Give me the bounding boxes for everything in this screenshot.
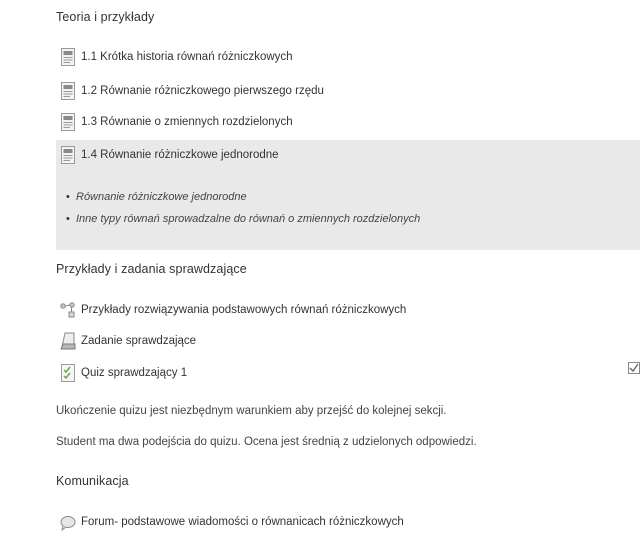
assignment-icon xyxy=(60,332,76,350)
page-icon xyxy=(60,82,76,100)
page-icon xyxy=(60,146,76,164)
activity-label: 1.4 Równanie różniczkowe jednorodne xyxy=(81,149,279,161)
page-icon xyxy=(60,48,76,66)
subtopic-list xyxy=(66,186,420,230)
section-title-communication: Komunikacja xyxy=(56,474,129,488)
quiz-note-completion: Ukończenie quizu jest niezbędnym warunkiem aby przejść do kolejnej sekcji. xyxy=(56,405,447,417)
activity-label: Quiz sprawdzający 1 xyxy=(81,367,188,379)
bullet-icon: • xyxy=(66,191,70,203)
activity-page-3[interactable] xyxy=(60,112,293,132)
section-title-theory: Teoria i przykłady xyxy=(56,10,155,24)
subtopic-label: Równanie różniczkowe jednorodne xyxy=(76,191,247,203)
subtopic-label: Inne typy równań sprowadzalne do równań o zmiennych rozdzielonych xyxy=(76,213,421,225)
quiz-note-attempts: Student ma dwa podejścia do quizu. Ocena jest średnią z udzielonych odpowiedzi. xyxy=(56,436,477,448)
bullet-icon: • xyxy=(66,213,70,225)
activity-quiz[interactable] xyxy=(60,363,187,383)
activity-forum[interactable] xyxy=(60,512,404,532)
list-item[interactable] xyxy=(66,208,420,230)
activity-label: 1.2 Równanie różniczkowego pierwszego rzędu xyxy=(81,85,324,97)
activity-label: Przykłady rozwiązywania podstawowych równań różniczkowych xyxy=(81,304,407,316)
section-title-examples: Przykłady i zadania sprawdzające xyxy=(56,262,247,276)
network-icon xyxy=(60,301,76,319)
forum-icon xyxy=(60,513,76,531)
activity-label: 1.3 Równanie o zmiennych rozdzielonych xyxy=(81,116,293,128)
activity-page-2[interactable] xyxy=(60,81,324,101)
activity-assignment[interactable] xyxy=(60,331,196,351)
activity-label: 1.1 Krótka historia równań różniczkowych xyxy=(81,51,293,63)
page-icon xyxy=(60,113,76,131)
activity-page-4[interactable] xyxy=(60,145,279,165)
list-item[interactable] xyxy=(66,186,420,208)
activity-label: Zadanie sprawdzające xyxy=(81,335,197,347)
activity-page-1[interactable] xyxy=(60,47,293,67)
activity-label: Forum- podstawowe wiadomości o równanicach różniczkowych xyxy=(81,516,404,528)
quiz-icon xyxy=(60,364,76,382)
activity-examples-link[interactable] xyxy=(60,300,406,320)
completion-checkbox[interactable] xyxy=(628,362,640,374)
